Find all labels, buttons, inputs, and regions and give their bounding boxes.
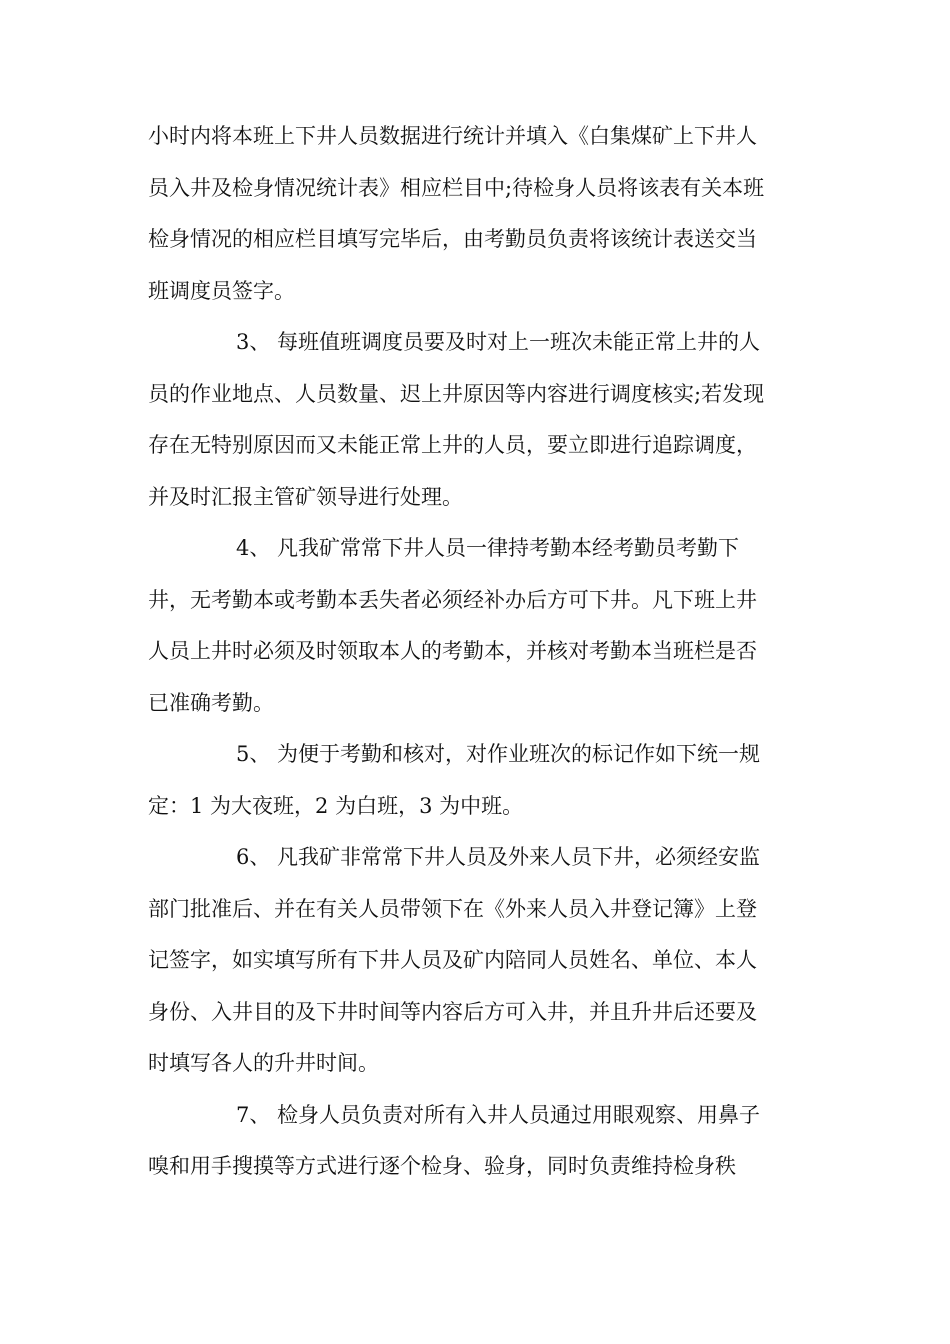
text-line: 3、 每班值班调度员要及时对上一班次未能正常上井的人: [236, 330, 761, 354]
text-line: 员入井及检身情况统计表》相应栏目中;待检身人员将该表有关本班: [148, 175, 765, 200]
text-line: 员的作业地点、人员数量、迟上井原因等内容进行调度核实;若发现: [148, 381, 765, 406]
text-line: 已准确考勤。: [148, 690, 274, 715]
text-line: 4、 凡我矿常常下井人员一律持考勤本经考勤员考勤下: [236, 536, 740, 560]
text-line: 身份、入井目的及下井时间等内容后方可入井，并且升井后还要及: [148, 999, 757, 1024]
body-text: [148, 111, 808, 1193]
text-line: 5、 为便于考勤和核对，对作业班次的标记作如下统一规: [236, 742, 761, 766]
text-line: 存在无特别原因而又未能正常上井的人员，要立即进行追踪调度，: [148, 433, 757, 457]
text-line: 小时内将本班上下井人员数据进行统计并填入《白集煤矿上下井人: [148, 124, 757, 148]
text-line: 并及时汇报主管矿领导进行处理。: [148, 484, 463, 509]
text-line: 嗅和用手搜摸等方式进行逐个检身、验身，同时负责维持检身秩: [148, 1154, 736, 1178]
text-line: 人员上井时必须及时领取本人的考勤本，并核对考勤本当班栏是否: [148, 639, 757, 663]
text-line: 部门批准后、并在有关人员带领下在《外来人员入井登记簿》上登: [148, 896, 757, 921]
text-line: 井，无考勤本或考勤本丢失者必须经补办后方可下井。凡下班上井: [148, 587, 757, 612]
text-line: 7、 检身人员负责对所有入井人员通过用眼观察、用鼻子: [236, 1102, 761, 1127]
text-line: 记签字，如实填写所有下井人员及矿内陪同人员姓名、单位、本人: [148, 948, 757, 972]
text-line: 检身情况的相应栏目填写完毕后，由考勤员负责将该统计表送交当: [148, 227, 757, 251]
text-line: 班调度员签字。: [148, 278, 295, 303]
text-line: 定：1 为大夜班，2 为白班，3 为中班。: [148, 793, 524, 818]
text-line: 时填写各人的升井时间。: [148, 1051, 379, 1075]
text-line: 6、 凡我矿非常常下井人员及外来人员下井，必须经安监: [236, 845, 761, 869]
